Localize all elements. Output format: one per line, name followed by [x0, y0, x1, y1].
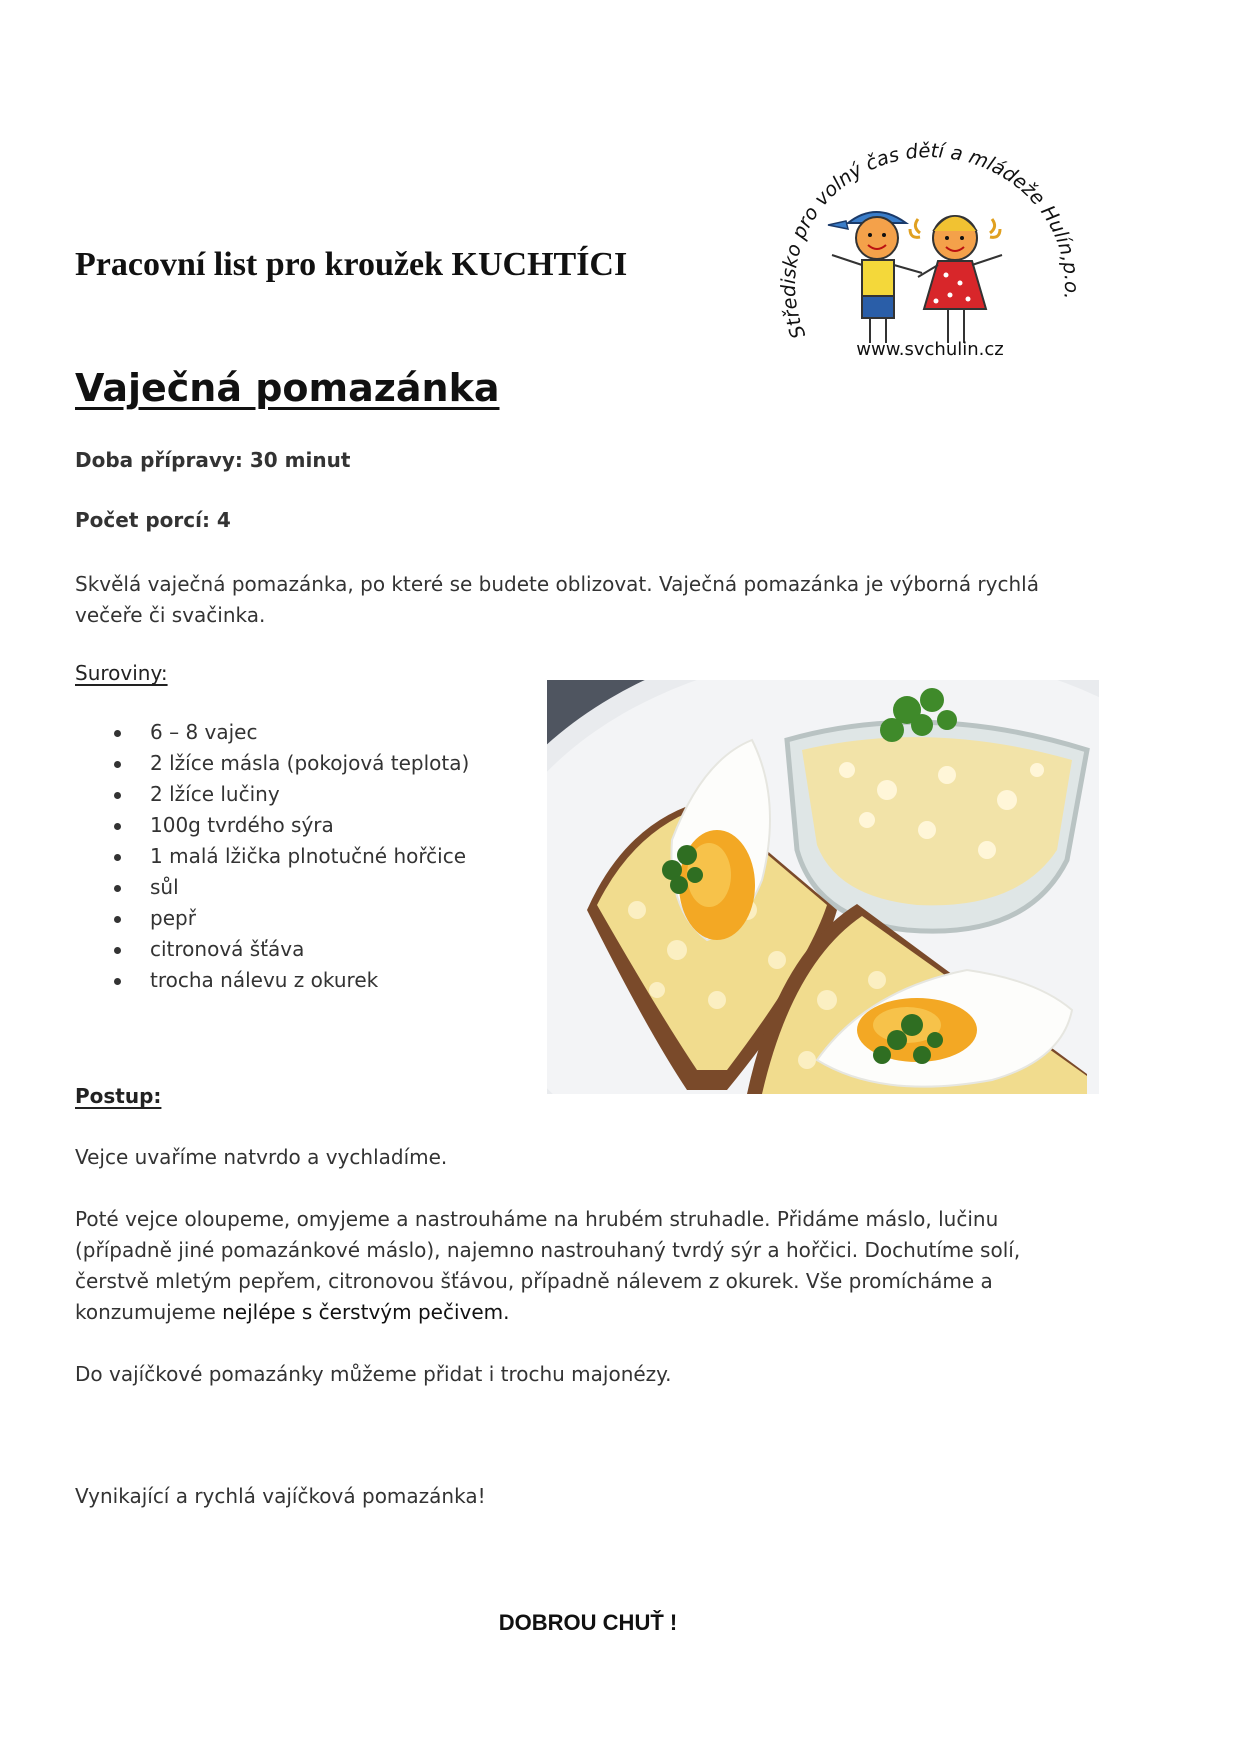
girl-figure-icon	[910, 216, 1002, 343]
ingredient-item: sůl	[75, 872, 469, 903]
ingredient-item: 2 lžíce lučiny	[75, 779, 469, 810]
step-2	[75, 1204, 1075, 1328]
logo-arc-text: Středisko pro volný čas dětí a mládeže Hulín,p.o.	[776, 139, 1084, 342]
ingredient-item: 6 – 8 vajec	[75, 717, 469, 748]
recipe-title: Vaječná pomazánka	[75, 366, 500, 410]
ingredient-item: 2 lžíce másla (pokojová teplota)	[75, 748, 469, 779]
ingredient-item: 100g tvrdého sýra	[75, 810, 469, 841]
ingredient-item: 1 malá lžička plnotučné hořčice	[75, 841, 469, 872]
closing-wish: DOBROU CHUŤ !	[498, 1610, 678, 1635]
ingredients-list	[75, 717, 469, 996]
svg-text:Středisko pro volný čas dětí a	[777, 139, 1083, 342]
ingredient-item: pepř	[75, 903, 469, 934]
step-3: Do vajíčkové pomazánky můžeme přidat i trochu majonézy.	[75, 1362, 672, 1386]
step-1: Vejce uvaříme natvrdo a vychladíme.	[75, 1145, 448, 1169]
servings: Počet porcí: 4	[75, 508, 231, 532]
organization-logo	[770, 105, 1090, 370]
ingredients-label: Suroviny:	[75, 661, 168, 685]
boy-figure-icon	[828, 212, 922, 343]
ingredient-item: citronová šťáva	[75, 934, 469, 965]
prep-time: Doba přípravy: 30 minut	[75, 448, 351, 472]
recipe-intro: Skvělá vaječná pomazánka, po které se budete oblizovat. Vaječná pomazánka je výborná rychlá večeře či svačinka.	[75, 572, 1039, 627]
ingredient-item: trocha nálevu z okurek	[75, 965, 469, 996]
tagline: Vynikající a rychlá vajíčková pomazánka!	[75, 1484, 486, 1508]
worksheet-title: Pracovní list pro kroužek KUCHTÍCI	[75, 246, 628, 283]
procedure-label: Postup:	[75, 1084, 162, 1108]
logo-url: www.svchulin.cz	[856, 339, 1004, 360]
step-2-end: nejlépe s čerstvým pečivem.	[222, 1300, 510, 1324]
egg-spread-photo	[547, 680, 1099, 1094]
step-2-text: Poté vejce oloupeme, omyjeme a nastrouháme na hrubém struhadle. Přidáme máslo, lučinu (případně jiné pomazánkové máslo), najemno nastrouhaný tvrdý sýr a hořčici. Dochutíme solí, čerstvě mletým pepřem, citronovou šťávou, případně nálevem z okurek. Vše promícháme a konzumujeme	[75, 1207, 1021, 1324]
